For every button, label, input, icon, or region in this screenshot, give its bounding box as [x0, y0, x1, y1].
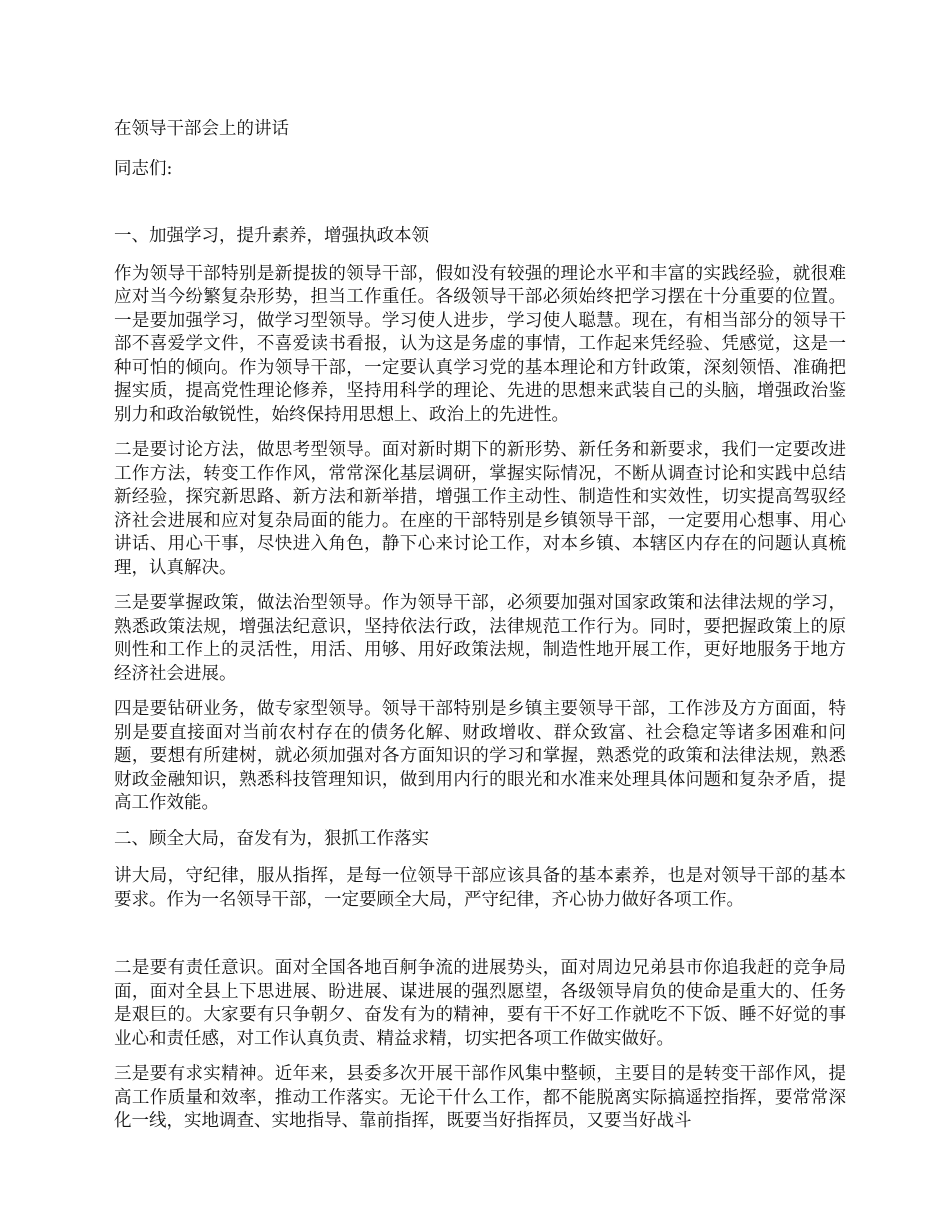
paragraph: 三是要掌握政策，做法治型领导。作为领导干部，必须要加强对国家政策和法律法规的学习，熟悉政策法规，增强法纪意识，坚持依法行政，法律规范工作行为。同时，要把握政策上的原则性和工作上的灵活性，用活、用够、用好政策法规，制造性地开展工作，更好地服务于地方经济社会进展。 — [114, 593, 846, 684]
paragraph: 二是要讨论方法，做思考型领导。面对新时期下的新形势、新任务和新要求，我们一定要改进工作方法，转变工作作风，常常深化基层调研，掌握实际情况，不断从调查讨论和实践中总结新经验，探究新思路、新方法和新举措，增强工作主动性、制造性和实效性，切实提高驾驭经济社会进展和应对复杂局面的能力。在座的干部特别是乡镇领导干部，一定要用心想事、用心讲话、用心干事，尽快进入角色，静下心来讨论工作，对本乡镇、本辖区内存在的问题认真梳理，认真解决。 — [114, 440, 846, 578]
paragraph: 作为领导干部特别是新提拔的领导干部，假如没有较强的理论水平和丰富的实践经验，就很难应对当今纷繁复杂形势，担当工作重任。各级领导干部必须始终把学习摆在十分重要的位置。 一是要加强学习，做学习型领导。学习使人进步，学习使人聪慧。现在，有相当部分的领导干部不喜爱学文件，不喜爱读书看报，认为这是务虚的事情，工作起来凭经验、凭感觉，这是一种可怕的倾向。作为领导干部，一定要认真学习党的基本理论和方针政策，深刻领悟、准确把握实质，提高党性理论修养，坚持用科学的理论、先进的思想来武装自己的头脑，增强政治鉴别力和政治敏锐性，始终保持用思想上、政治上的先进性。 — [114, 263, 846, 425]
document-page — [114, 118, 846, 1146]
document-title: 在领导干部会上的讲话 — [114, 119, 289, 139]
section-heading-2: 二、顾全大局，奋发有为，狠抓工作落实 — [114, 828, 429, 849]
paragraph: 二是要有责任意识。面对全国各地百舸争流的进展势头，面对周边兄弟县市你追我赶的竞争局面，面对全县上下思进展、盼进展、谋进展的强烈愿望，各级领导肩负的使命是重大的、任务是艰巨的。大家要有只争朝夕、奋发有为的精神，要有干不好工作就吃不下饭、睡不好觉的事业心和责任感，对工作认真负责、精益求精，切实把各项工作做实做好。 — [114, 958, 846, 1049]
section-heading-1: 一、加强学习，提升素养，增强执政本领 — [114, 226, 429, 246]
paragraph: 四是要钻研业务，做专家型领导。领导干部特别是乡镇主要领导干部，工作涉及方方面面，特别是要直接面对当前农村存在的债务化解、财政增收、群众致富、社会稳定等诸多困难和问题，要想有所建树，就必须加强对各方面知识的学习和掌握，熟悉党的政策和法律法规，熟悉财政金融知识，熟悉科技管理知识，做到用内行的眼光和水准来处理具体问题和复杂矛盾，提高工作效能。 — [114, 699, 846, 813]
paragraph: 三是要有求实精神。近年来，县委多次开展干部作风集中整顿，主要目的是转变干部作风，提高工作质量和效率，推动工作落实。无论干什么工作，都不能脱离实际搞遥控指挥，要常常深化一线，实地调查、实地指导、靠前指挥，既要当好指挥员，又要当好战斗 — [114, 1064, 846, 1131]
paragraph: 讲大局，守纪律，服从指挥，是每一位领导干部应该具备的基本素养，也是对领导干部的基本要求。作为一名领导干部，一定要顾全大局，严守纪律，齐心协力做好各项工作。 — [114, 866, 846, 910]
salutation: 同志们: — [114, 158, 173, 179]
